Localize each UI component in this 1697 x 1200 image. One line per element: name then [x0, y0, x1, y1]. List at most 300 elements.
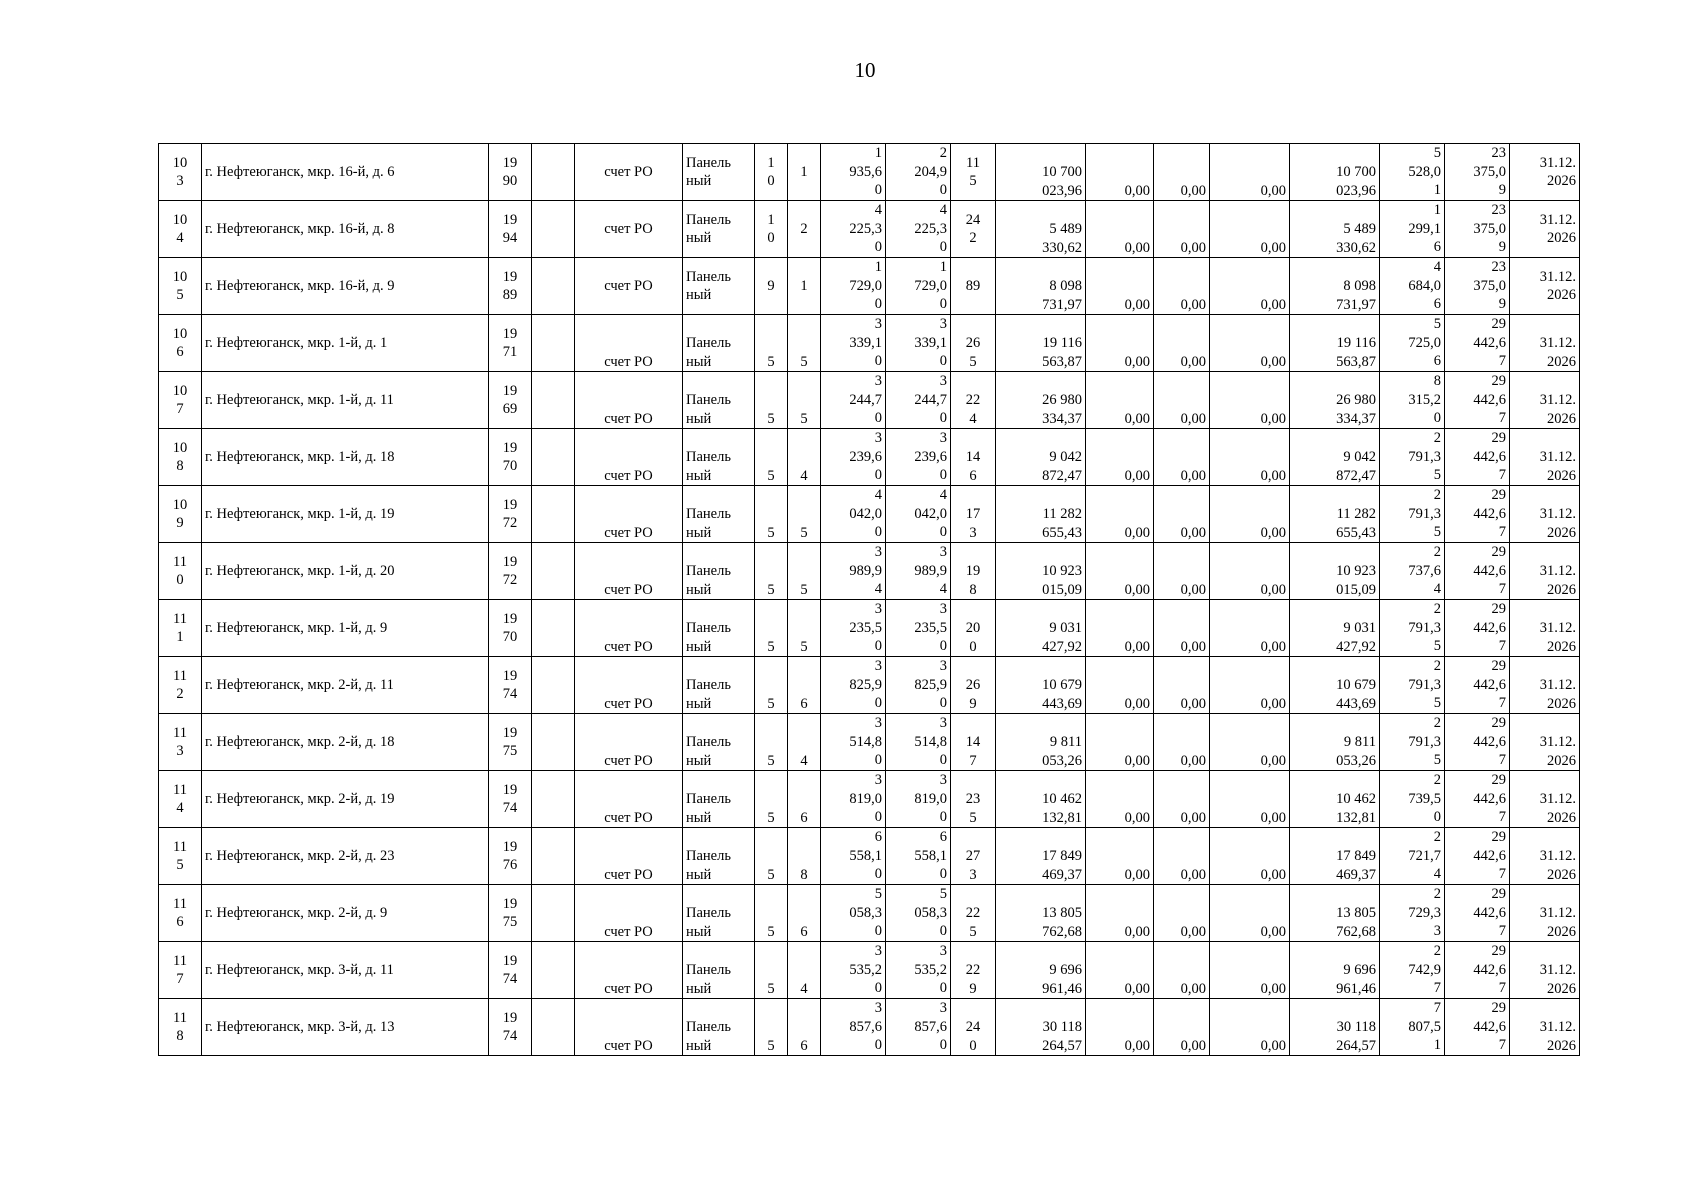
cell-deadline: 31.12. 2026 [1510, 486, 1580, 543]
cell-address: г. Нефтеюганск, мкр. 16-й, д. 6 [202, 144, 489, 201]
cell-area-living: 3 819,0 0 [886, 771, 951, 828]
cell-empty [532, 942, 575, 999]
cell-empty [532, 714, 575, 771]
cell-deadline: 31.12. 2026 [1510, 999, 1580, 1056]
cell-entrances: 8 [788, 828, 821, 885]
cell-floors: 5 [755, 543, 788, 600]
cell-material: Панель ный [683, 372, 755, 429]
cell-fund-local: 0,00 [1210, 828, 1290, 885]
cell-fund-federal: 0,00 [1086, 942, 1154, 999]
cell-floors: 1 0 [755, 144, 788, 201]
cell-fund-local: 0,00 [1210, 999, 1290, 1056]
cell-cost-total: 10 462 132,81 [996, 771, 1086, 828]
cell-year: 19 76 [489, 828, 532, 885]
cell-address: г. Нефтеюганск, мкр. 3-й, д. 13 [202, 999, 489, 1056]
cell-address: г. Нефтеюганск, мкр. 1-й, д. 18 [202, 429, 489, 486]
cell-area-living: 3 339,1 0 [886, 315, 951, 372]
cell-material: Панель ный [683, 600, 755, 657]
table-row [159, 429, 1580, 486]
cell-fund-local: 0,00 [1210, 372, 1290, 429]
cell-material: Панель ный [683, 714, 755, 771]
cell-cost-total: 9 042 872,47 [996, 429, 1086, 486]
cell-material: Панель ный [683, 315, 755, 372]
cell-limit-per-sqm: 29 442,6 7 [1445, 486, 1510, 543]
cell-address: г. Нефтеюганск, мкр. 2-й, д. 23 [202, 828, 489, 885]
cell-deadline: 31.12. 2026 [1510, 657, 1580, 714]
cell-address: г. Нефтеюганск, мкр. 16-й, д. 8 [202, 201, 489, 258]
cell-material: Панель ный [683, 657, 755, 714]
cell-num: 11 2 [159, 657, 202, 714]
cell-fund-owners: 11 282 655,43 [1290, 486, 1380, 543]
cell-cost-per-sqm: 2 721,7 4 [1380, 828, 1445, 885]
cell-area-total: 3 239,6 0 [821, 429, 886, 486]
cell-empty [532, 144, 575, 201]
cell-year: 19 70 [489, 600, 532, 657]
cell-fund-owners: 10 700 023,96 [1290, 144, 1380, 201]
capital-repair-registry-table [158, 143, 1580, 1056]
table-row [159, 372, 1580, 429]
cell-residents: 26 5 [951, 315, 996, 372]
cell-cost-per-sqm: 2 737,6 4 [1380, 543, 1445, 600]
cell-floors: 1 0 [755, 201, 788, 258]
table-row [159, 714, 1580, 771]
cell-area-living: 3 235,5 0 [886, 600, 951, 657]
cell-material: Панель ный [683, 144, 755, 201]
cell-fund-federal: 0,00 [1086, 258, 1154, 315]
cell-limit-per-sqm: 23 375,0 9 [1445, 258, 1510, 315]
table-row [159, 315, 1580, 372]
cell-residents: 19 8 [951, 543, 996, 600]
cell-entrances: 6 [788, 999, 821, 1056]
cell-cost-per-sqm: 2 729,3 3 [1380, 885, 1445, 942]
cell-fund: счет РО [575, 828, 683, 885]
cell-floors: 5 [755, 372, 788, 429]
cell-fund-owners: 10 679 443,69 [1290, 657, 1380, 714]
cell-year: 19 70 [489, 429, 532, 486]
cell-fund-regional: 0,00 [1154, 315, 1210, 372]
cell-num: 11 3 [159, 714, 202, 771]
cell-deadline: 31.12. 2026 [1510, 258, 1580, 315]
cell-fund-owners: 17 849 469,37 [1290, 828, 1380, 885]
cell-limit-per-sqm: 29 442,6 7 [1445, 885, 1510, 942]
cell-fund-regional: 0,00 [1154, 714, 1210, 771]
cell-deadline: 31.12. 2026 [1510, 714, 1580, 771]
cell-fund-local: 0,00 [1210, 315, 1290, 372]
cell-num: 11 6 [159, 885, 202, 942]
cell-area-living: 4 042,0 0 [886, 486, 951, 543]
cell-fund-regional: 0,00 [1154, 885, 1210, 942]
cell-num: 11 5 [159, 828, 202, 885]
cell-material: Панель ный [683, 543, 755, 600]
cell-fund-owners: 8 098 731,97 [1290, 258, 1380, 315]
table-row [159, 999, 1580, 1056]
cell-fund-local: 0,00 [1210, 942, 1290, 999]
cell-fund-owners: 10 923 015,09 [1290, 543, 1380, 600]
cell-fund: счет РО [575, 543, 683, 600]
cell-cost-total: 9 696 961,46 [996, 942, 1086, 999]
cell-fund-local: 0,00 [1210, 543, 1290, 600]
cell-empty [532, 315, 575, 372]
cell-floors: 5 [755, 999, 788, 1056]
cell-fund-federal: 0,00 [1086, 657, 1154, 714]
cell-material: Панель ный [683, 885, 755, 942]
cell-residents: 22 4 [951, 372, 996, 429]
cell-cost-per-sqm: 1 299,1 6 [1380, 201, 1445, 258]
cell-address: г. Нефтеюганск, мкр. 2-й, д. 9 [202, 885, 489, 942]
cell-area-total: 3 235,5 0 [821, 600, 886, 657]
cell-limit-per-sqm: 29 442,6 7 [1445, 714, 1510, 771]
cell-fund-federal: 0,00 [1086, 885, 1154, 942]
cell-fund: счет РО [575, 144, 683, 201]
cell-fund-federal: 0,00 [1086, 372, 1154, 429]
cell-year: 19 75 [489, 885, 532, 942]
cell-deadline: 31.12. 2026 [1510, 144, 1580, 201]
cell-fund-owners: 9 811 053,26 [1290, 714, 1380, 771]
cell-fund-regional: 0,00 [1154, 942, 1210, 999]
cell-address: г. Нефтеюганск, мкр. 2-й, д. 11 [202, 657, 489, 714]
cell-fund-federal: 0,00 [1086, 771, 1154, 828]
cell-area-living: 3 239,6 0 [886, 429, 951, 486]
cell-area-total: 1 935,6 0 [821, 144, 886, 201]
cell-cost-total: 30 118 264,57 [996, 999, 1086, 1056]
cell-entrances: 2 [788, 201, 821, 258]
cell-fund-regional: 0,00 [1154, 258, 1210, 315]
cell-limit-per-sqm: 29 442,6 7 [1445, 372, 1510, 429]
cell-address: г. Нефтеюганск, мкр. 1-й, д. 11 [202, 372, 489, 429]
cell-num: 10 7 [159, 372, 202, 429]
cell-cost-total: 8 098 731,97 [996, 258, 1086, 315]
cell-num: 10 6 [159, 315, 202, 372]
cell-floors: 5 [755, 600, 788, 657]
cell-year: 19 90 [489, 144, 532, 201]
cell-fund-local: 0,00 [1210, 657, 1290, 714]
cell-year: 19 89 [489, 258, 532, 315]
cell-fund-owners: 10 462 132,81 [1290, 771, 1380, 828]
cell-entrances: 5 [788, 372, 821, 429]
cell-deadline: 31.12. 2026 [1510, 372, 1580, 429]
cell-fund-regional: 0,00 [1154, 600, 1210, 657]
cell-area-living: 3 535,2 0 [886, 942, 951, 999]
cell-fund-regional: 0,00 [1154, 429, 1210, 486]
cell-cost-per-sqm: 4 684,0 6 [1380, 258, 1445, 315]
cell-fund: счет РО [575, 258, 683, 315]
cell-num: 10 3 [159, 144, 202, 201]
cell-fund-federal: 0,00 [1086, 315, 1154, 372]
cell-deadline: 31.12. 2026 [1510, 543, 1580, 600]
cell-material: Панель ный [683, 771, 755, 828]
cell-cost-per-sqm: 2 791,3 5 [1380, 657, 1445, 714]
cell-address: г. Нефтеюганск, мкр. 3-й, д. 11 [202, 942, 489, 999]
cell-floors: 5 [755, 657, 788, 714]
cell-fund: счет РО [575, 201, 683, 258]
cell-residents: 22 9 [951, 942, 996, 999]
cell-empty [532, 486, 575, 543]
cell-area-total: 3 535,2 0 [821, 942, 886, 999]
cell-num: 11 8 [159, 999, 202, 1056]
cell-address: г. Нефтеюганск, мкр. 2-й, д. 18 [202, 714, 489, 771]
cell-residents: 24 2 [951, 201, 996, 258]
cell-area-living: 4 225,3 0 [886, 201, 951, 258]
cell-floors: 5 [755, 771, 788, 828]
cell-floors: 5 [755, 885, 788, 942]
cell-cost-total: 10 700 023,96 [996, 144, 1086, 201]
cell-year: 19 72 [489, 486, 532, 543]
cell-residents: 24 0 [951, 999, 996, 1056]
cell-residents: 14 7 [951, 714, 996, 771]
cell-fund-regional: 0,00 [1154, 828, 1210, 885]
cell-area-total: 3 244,7 0 [821, 372, 886, 429]
cell-residents: 11 5 [951, 144, 996, 201]
cell-num: 11 0 [159, 543, 202, 600]
cell-fund-owners: 19 116 563,87 [1290, 315, 1380, 372]
cell-empty [532, 885, 575, 942]
cell-material: Панель ный [683, 828, 755, 885]
cell-fund-owners: 26 980 334,37 [1290, 372, 1380, 429]
cell-address: г. Нефтеюганск, мкр. 2-й, д. 19 [202, 771, 489, 828]
cell-fund: счет РО [575, 372, 683, 429]
cell-fund: счет РО [575, 885, 683, 942]
cell-floors: 5 [755, 315, 788, 372]
cell-fund-federal: 0,00 [1086, 543, 1154, 600]
cell-deadline: 31.12. 2026 [1510, 828, 1580, 885]
cell-area-living: 3 244,7 0 [886, 372, 951, 429]
cell-fund-local: 0,00 [1210, 885, 1290, 942]
cell-area-living: 5 058,3 0 [886, 885, 951, 942]
cell-fund-regional: 0,00 [1154, 486, 1210, 543]
cell-empty [532, 258, 575, 315]
cell-floors: 5 [755, 942, 788, 999]
cell-entrances: 5 [788, 600, 821, 657]
cell-area-total: 6 558,1 0 [821, 828, 886, 885]
cell-limit-per-sqm: 29 442,6 7 [1445, 657, 1510, 714]
cell-deadline: 31.12. 2026 [1510, 885, 1580, 942]
cell-address: г. Нефтеюганск, мкр. 1-й, д. 1 [202, 315, 489, 372]
cell-limit-per-sqm: 29 442,6 7 [1445, 828, 1510, 885]
cell-area-living: 3 989,9 4 [886, 543, 951, 600]
table-row [159, 144, 1580, 201]
cell-entrances: 4 [788, 429, 821, 486]
cell-fund-owners: 30 118 264,57 [1290, 999, 1380, 1056]
cell-empty [532, 429, 575, 486]
table-row [159, 942, 1580, 999]
cell-num: 11 1 [159, 600, 202, 657]
cell-floors: 5 [755, 714, 788, 771]
cell-floors: 9 [755, 258, 788, 315]
cell-residents: 23 5 [951, 771, 996, 828]
table-row [159, 885, 1580, 942]
cell-material: Панель ный [683, 942, 755, 999]
cell-deadline: 31.12. 2026 [1510, 315, 1580, 372]
cell-cost-total: 9 811 053,26 [996, 714, 1086, 771]
cell-deadline: 31.12. 2026 [1510, 942, 1580, 999]
cell-limit-per-sqm: 29 442,6 7 [1445, 543, 1510, 600]
cell-fund-local: 0,00 [1210, 429, 1290, 486]
cell-area-living: 3 514,8 0 [886, 714, 951, 771]
cell-fund: счет РО [575, 429, 683, 486]
cell-year: 19 71 [489, 315, 532, 372]
cell-limit-per-sqm: 23 375,0 9 [1445, 144, 1510, 201]
cell-fund-federal: 0,00 [1086, 201, 1154, 258]
cell-cost-total: 10 923 015,09 [996, 543, 1086, 600]
cell-fund: счет РО [575, 942, 683, 999]
cell-limit-per-sqm: 29 442,6 7 [1445, 999, 1510, 1056]
cell-num: 10 5 [159, 258, 202, 315]
cell-empty [532, 657, 575, 714]
cell-cost-per-sqm: 2 791,3 5 [1380, 486, 1445, 543]
cell-residents: 89 [951, 258, 996, 315]
cell-area-total: 1 729,0 0 [821, 258, 886, 315]
cell-fund-regional: 0,00 [1154, 999, 1210, 1056]
cell-empty [532, 828, 575, 885]
cell-area-total: 3 339,1 0 [821, 315, 886, 372]
cell-year: 19 94 [489, 201, 532, 258]
cell-fund-federal: 0,00 [1086, 828, 1154, 885]
cell-fund-regional: 0,00 [1154, 372, 1210, 429]
cell-cost-total: 19 116 563,87 [996, 315, 1086, 372]
cell-limit-per-sqm: 29 442,6 7 [1445, 429, 1510, 486]
cell-num: 10 8 [159, 429, 202, 486]
table-row [159, 771, 1580, 828]
cell-fund-local: 0,00 [1210, 258, 1290, 315]
cell-cost-per-sqm: 8 315,2 0 [1380, 372, 1445, 429]
table-row [159, 657, 1580, 714]
cell-fund-local: 0,00 [1210, 714, 1290, 771]
cell-cost-total: 17 849 469,37 [996, 828, 1086, 885]
cell-cost-total: 26 980 334,37 [996, 372, 1086, 429]
cell-year: 19 75 [489, 714, 532, 771]
cell-area-total: 4 042,0 0 [821, 486, 886, 543]
cell-cost-total: 5 489 330,62 [996, 201, 1086, 258]
cell-area-living: 3 857,6 0 [886, 999, 951, 1056]
cell-address: г. Нефтеюганск, мкр. 16-й, д. 9 [202, 258, 489, 315]
cell-area-total: 3 819,0 0 [821, 771, 886, 828]
cell-fund-owners: 9 031 427,92 [1290, 600, 1380, 657]
cell-cost-per-sqm: 2 791,3 5 [1380, 600, 1445, 657]
table-row [159, 543, 1580, 600]
cell-area-living: 6 558,1 0 [886, 828, 951, 885]
table-row [159, 828, 1580, 885]
cell-area-total: 5 058,3 0 [821, 885, 886, 942]
cell-fund: счет РО [575, 714, 683, 771]
cell-fund-owners: 5 489 330,62 [1290, 201, 1380, 258]
cell-entrances: 6 [788, 771, 821, 828]
cell-cost-per-sqm: 5 725,0 6 [1380, 315, 1445, 372]
cell-deadline: 31.12. 2026 [1510, 771, 1580, 828]
cell-deadline: 31.12. 2026 [1510, 600, 1580, 657]
cell-entrances: 6 [788, 885, 821, 942]
cell-floors: 5 [755, 828, 788, 885]
cell-fund-local: 0,00 [1210, 486, 1290, 543]
cell-fund-local: 0,00 [1210, 144, 1290, 201]
cell-fund: счет РО [575, 315, 683, 372]
cell-area-total: 4 225,3 0 [821, 201, 886, 258]
cell-material: Панель ный [683, 486, 755, 543]
cell-material: Панель ный [683, 201, 755, 258]
cell-year: 19 69 [489, 372, 532, 429]
cell-address: г. Нефтеюганск, мкр. 1-й, д. 19 [202, 486, 489, 543]
cell-residents: 14 6 [951, 429, 996, 486]
cell-residents: 22 5 [951, 885, 996, 942]
cell-cost-total: 13 805 762,68 [996, 885, 1086, 942]
cell-empty [532, 201, 575, 258]
cell-empty [532, 600, 575, 657]
cell-year: 19 72 [489, 543, 532, 600]
cell-empty [532, 543, 575, 600]
cell-year: 19 74 [489, 999, 532, 1056]
cell-residents: 26 9 [951, 657, 996, 714]
table-row [159, 600, 1580, 657]
cell-address: г. Нефтеюганск, мкр. 1-й, д. 9 [202, 600, 489, 657]
cell-material: Панель ный [683, 999, 755, 1056]
cell-num: 10 4 [159, 201, 202, 258]
cell-fund-regional: 0,00 [1154, 657, 1210, 714]
cell-limit-per-sqm: 29 442,6 7 [1445, 942, 1510, 999]
cell-cost-per-sqm: 7 807,5 1 [1380, 999, 1445, 1056]
cell-area-living: 2 204,9 0 [886, 144, 951, 201]
cell-entrances: 6 [788, 657, 821, 714]
cell-empty [532, 771, 575, 828]
cell-fund: счет РО [575, 771, 683, 828]
cell-fund-regional: 0,00 [1154, 543, 1210, 600]
cell-cost-per-sqm: 2 739,5 0 [1380, 771, 1445, 828]
cell-area-total: 3 989,9 4 [821, 543, 886, 600]
cell-deadline: 31.12. 2026 [1510, 201, 1580, 258]
cell-fund-federal: 0,00 [1086, 429, 1154, 486]
cell-fund-regional: 0,00 [1154, 771, 1210, 828]
cell-residents: 17 3 [951, 486, 996, 543]
table-row [159, 486, 1580, 543]
cell-residents: 27 3 [951, 828, 996, 885]
table-row [159, 201, 1580, 258]
cell-area-total: 3 514,8 0 [821, 714, 886, 771]
cell-area-total: 3 825,9 0 [821, 657, 886, 714]
cell-address: г. Нефтеюганск, мкр. 1-й, д. 20 [202, 543, 489, 600]
cell-material: Панель ный [683, 429, 755, 486]
cell-fund: счет РО [575, 486, 683, 543]
cell-fund-federal: 0,00 [1086, 600, 1154, 657]
cell-entrances: 4 [788, 942, 821, 999]
cell-cost-per-sqm: 2 791,3 5 [1380, 429, 1445, 486]
cell-fund-owners: 9 042 872,47 [1290, 429, 1380, 486]
cell-empty [532, 999, 575, 1056]
cell-fund: счет РО [575, 999, 683, 1056]
cell-fund-regional: 0,00 [1154, 144, 1210, 201]
cell-entrances: 4 [788, 714, 821, 771]
registry-rows [159, 144, 1580, 1056]
cell-year: 19 74 [489, 771, 532, 828]
cell-entrances: 5 [788, 315, 821, 372]
cell-empty [532, 372, 575, 429]
cell-fund: счет РО [575, 657, 683, 714]
cell-floors: 5 [755, 486, 788, 543]
cell-entrances: 5 [788, 543, 821, 600]
cell-deadline: 31.12. 2026 [1510, 429, 1580, 486]
cell-limit-per-sqm: 29 442,6 7 [1445, 315, 1510, 372]
cell-fund-local: 0,00 [1210, 771, 1290, 828]
cell-cost-total: 11 282 655,43 [996, 486, 1086, 543]
cell-cost-per-sqm: 2 742,9 7 [1380, 942, 1445, 999]
cell-fund-regional: 0,00 [1154, 201, 1210, 258]
cell-fund-federal: 0,00 [1086, 999, 1154, 1056]
cell-area-living: 1 729,0 0 [886, 258, 951, 315]
cell-residents: 20 0 [951, 600, 996, 657]
cell-num: 11 4 [159, 771, 202, 828]
cell-year: 19 74 [489, 657, 532, 714]
cell-fund-local: 0,00 [1210, 600, 1290, 657]
cell-num: 11 7 [159, 942, 202, 999]
cell-floors: 5 [755, 429, 788, 486]
cell-area-total: 3 857,6 0 [821, 999, 886, 1056]
